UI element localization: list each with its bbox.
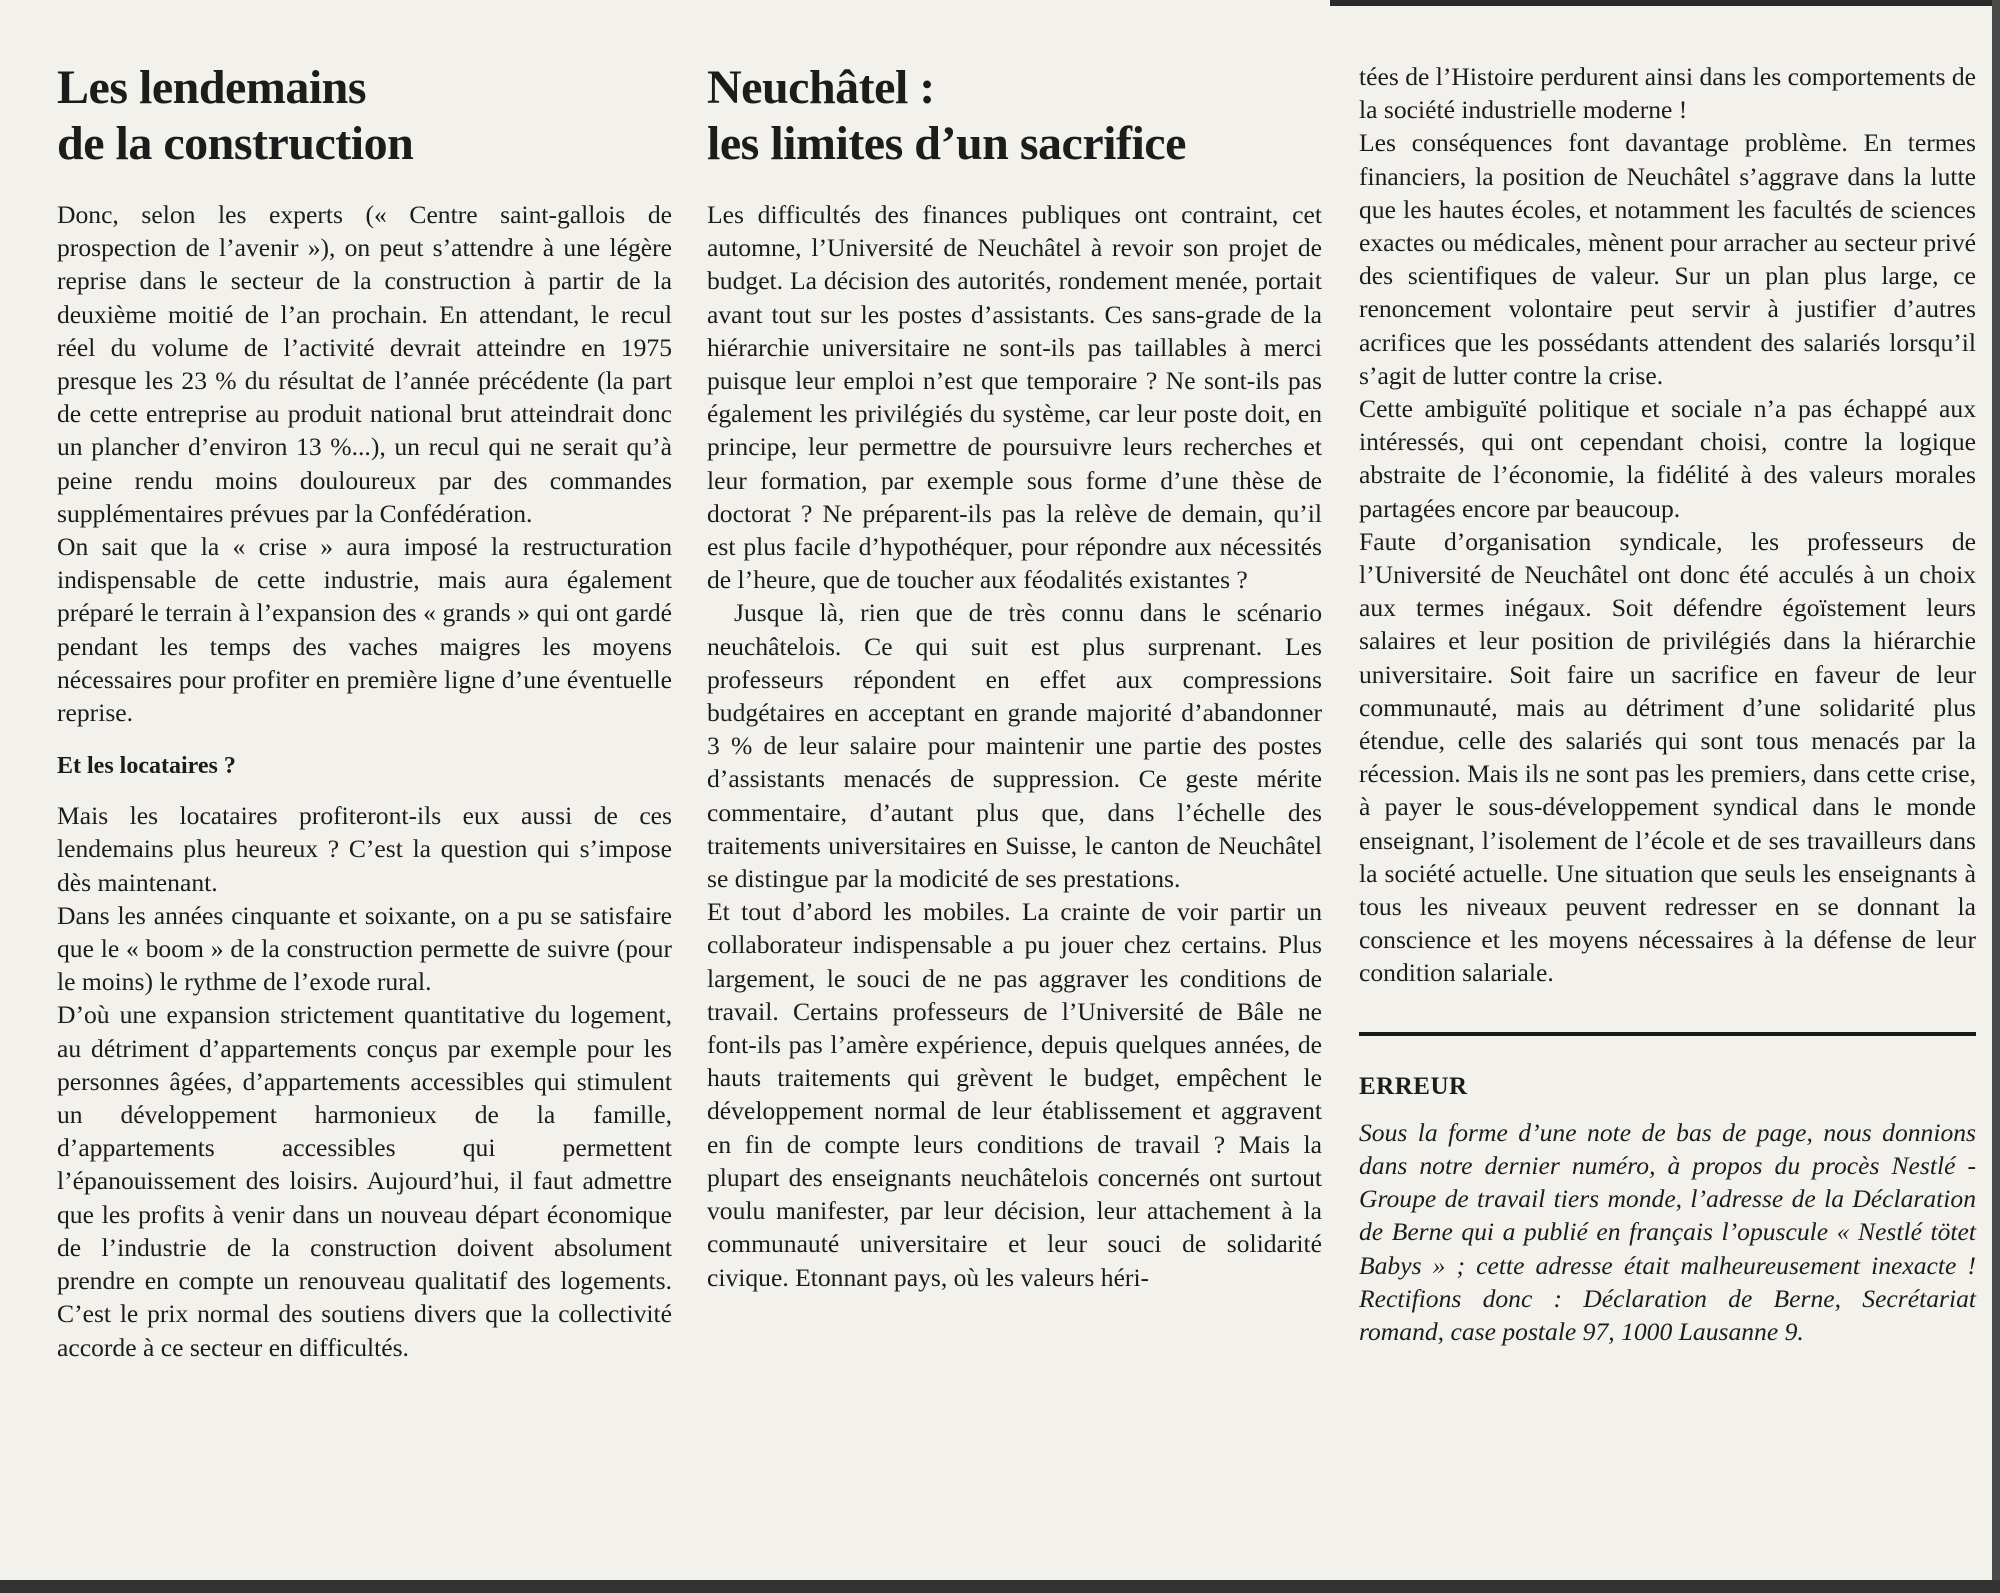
title-line: les limites d’un sacrifice: [707, 117, 1186, 170]
section-divider: [1359, 1032, 1976, 1036]
page-top-rule: [1330, 0, 2000, 6]
article-neuchatel-continued: [1359, 60, 1976, 1348]
page-right-edge: [1992, 0, 2000, 1593]
title-line: Les lendemains: [57, 61, 367, 114]
paragraph: Faute d’organisation syndicale, les professeurs de l’Université de Neuchâtel ont donc été acculés à un choix aux termes inégaux. Soit défendre égoïstement leurs salaires et leur position de privilégiés dans la hiérarchie universitaire. Soit faire un sacrifice en faveur de leur communauté, mais au détriment d’une solidarité plus étendue, celle des salariés qui sont tous menacés par la récession. Mais ils ne sont pas les premiers, dans cette crise, à payer le sous-développement syndical dans le monde enseignant, l’isolement de l’école et de ses travailleurs dans la société actuelle. Une situation que seuls les enseignants à tous les niveaux peuvent redresser en se donnant la conscience et les moyens nécessaires à la défense de leur condition salariale.: [1359, 526, 1976, 988]
paragraph: Les conséquences font davantage problème. En termes financiers, la position de Neuchâtel s’aggrave dans la lutte que les hautes écoles, et notamment les facultés de sciences exactes ou médicales, mènent pour arracher au secteur privé des scientifiques de valeur. Sur un plan plus large, ce renoncement volontaire peut servir à justifier d’autres acrifices que les possédants attendent des salariés lorsqu’il s’agit de lutter contre la crise.: [1359, 128, 1976, 390]
erreur-heading: ERREUR: [1359, 1072, 1468, 1100]
paragraph: D’où une expansion strictement quantitative du logement, au détriment d’appartements conçus par exemple pour les personnes âgées, d’appartements accessibles qui stimulent un développement harmonieux de la famille, d’appartements accessibles qui permettent l’épanouissement des loisirs. Aujourd’hui, il faut admettre que les profits à venir dans un nouveau départ économique de l’industrie de la construction doivent absolument prendre en compte un renouveau qualitatif des logements. C’est le prix normal des soutiens divers que la collectivité accorde à ce secteur en difficultés.: [57, 1000, 672, 1362]
paragraph: Mais les locataires profiteront-ils eux aussi de ces lendemains plus heureux ? C’est la question qui s’impose dès maintenant.: [57, 801, 672, 897]
paragraph: Les difficultés des finances publiques ont contraint, cet automne, l’Université de Neuchâtel à revoir son projet de budget. La décision des autorités, rondement menée, portait avant tout sur les postes d’assistants. Ces sans-grade de la hiérarchie universitaire ne sont-ils pas taillables à merci puisque leur emploi n’est que temporaire ? Ne sont-ils pas également les privilégiés du système, car leur poste doit, en principe, leur permettre de poursuivre leurs recherches et leur formation, par exemple sous forme d’une thèse de doctorat ? Ne préparent-ils pas la relève de demain, qu’il est plus facile d’hypothéquer, pour répondre aux nécessités de l’heure, que de toucher aux féodalités existantes ?: [707, 200, 1322, 595]
paragraph: Dans les années cinquante et soixante, on a pu se satisfaire que le « boom » de la construction permette de suivre (pour le moins) le rythme de l’exode rural.: [57, 900, 672, 997]
paragraph: Jusque là, rien que de très connu dans le scénario neuchâtelois. Ce qui suit est plus surprenant. Les professeurs répondent en effet aux compressions budgétaires en acceptant en grande majorité d’abandonner 3 % de leur salaire pour maintenir une partie des postes d’assistants menacés de suppression. Ce geste mérite commentaire, d’autant plus que, dans l’échelle des traitements universitaires en Suisse, le canton de Neuchâtel se distingue par la modicité de ses prestations.: [707, 598, 1322, 894]
subheading: Et les locataires ?: [57, 753, 236, 780]
article-title: [57, 60, 672, 172]
article-neuchatel: [707, 54, 1322, 1294]
page-bottom-edge: [0, 1580, 2000, 1593]
title-line: de la construction: [57, 117, 414, 170]
article-construction: [57, 54, 672, 1364]
paragraph: Donc, selon les experts (« Centre saint-gallois de prospection de l’avenir »), on peut s’attendre à une légère reprise dans le secteur de la construction à partir de la deuxième moitié de l’an prochain. En attendant, le recul réel du volume de l’activité devrait atteindre en 1975 presque les 23 % du résultat de l’année précédente (la part de cette entreprise au produit national brut atteindrait donc un plancher d’environ 13 %...), un recul qui ne serait qu’à peine rendu moins douloureux par des commandes supplémentaires prévues par la Confédération.: [57, 200, 672, 528]
paragraph: tées de l’Histoire perdurent ainsi dans les comportements de la société industrielle moderne !: [1359, 62, 1976, 125]
paragraph: On sait que la « crise » aura imposé la restructuration indispensable de cette industrie, mais aura également préparé le terrain à l’expansion des « grands » qui ont gardé pendant les temps des vaches maigres les moyens nécessaires pour profiter en première ligne d’une éventuelle reprise.: [57, 532, 672, 728]
paragraph: Et tout d’abord les mobiles. La crainte de voir partir un collaborateur indispensable a pu jouer chez certains. Plus largement, le souci de ne pas aggraver les conditions de travail. Certains professeurs de l’Université de Bâle ne font-ils pas l’amère expérience, depuis quelques années, de hauts traitements qui grèvent le budget, empêchent le développement normal de leur établissement et aggravent en fin de compte leurs conditions de travail ? Mais la plupart des enseignants neuchâtelois concernés ont surtout voulu manifester, par leur décision, leur attachement à la communauté universitaire et leur souci de solidarité civique. Etonnant pays, où les valeurs héri-: [707, 897, 1322, 1292]
paragraph: Cette ambiguïté politique et sociale n’a pas échappé aux intéressés, qui ont cependant choisi, contre la logique abstraite de l’économie, la fidélité à des valeurs morales partagées encore par beaucoup.: [1359, 394, 1976, 523]
erreur-body: Sous la forme d’une note de bas de page, nous donnions dans notre dernier numéro, à propos du procès Nestlé - Groupe de travail tiers monde, l’adresse de la Déclaration de Berne qui a publié en français l’opuscule « Nestlé tötet Babys » ; cette adresse était malheureusement inexacte ! Rectifions donc : Déclaration de Berne, Secrétariat romand, case postale 97, 1000 Lausanne 9.: [1359, 1117, 1976, 1346]
title-line: Neuchâtel :: [707, 61, 935, 114]
article-title: [707, 60, 1322, 172]
